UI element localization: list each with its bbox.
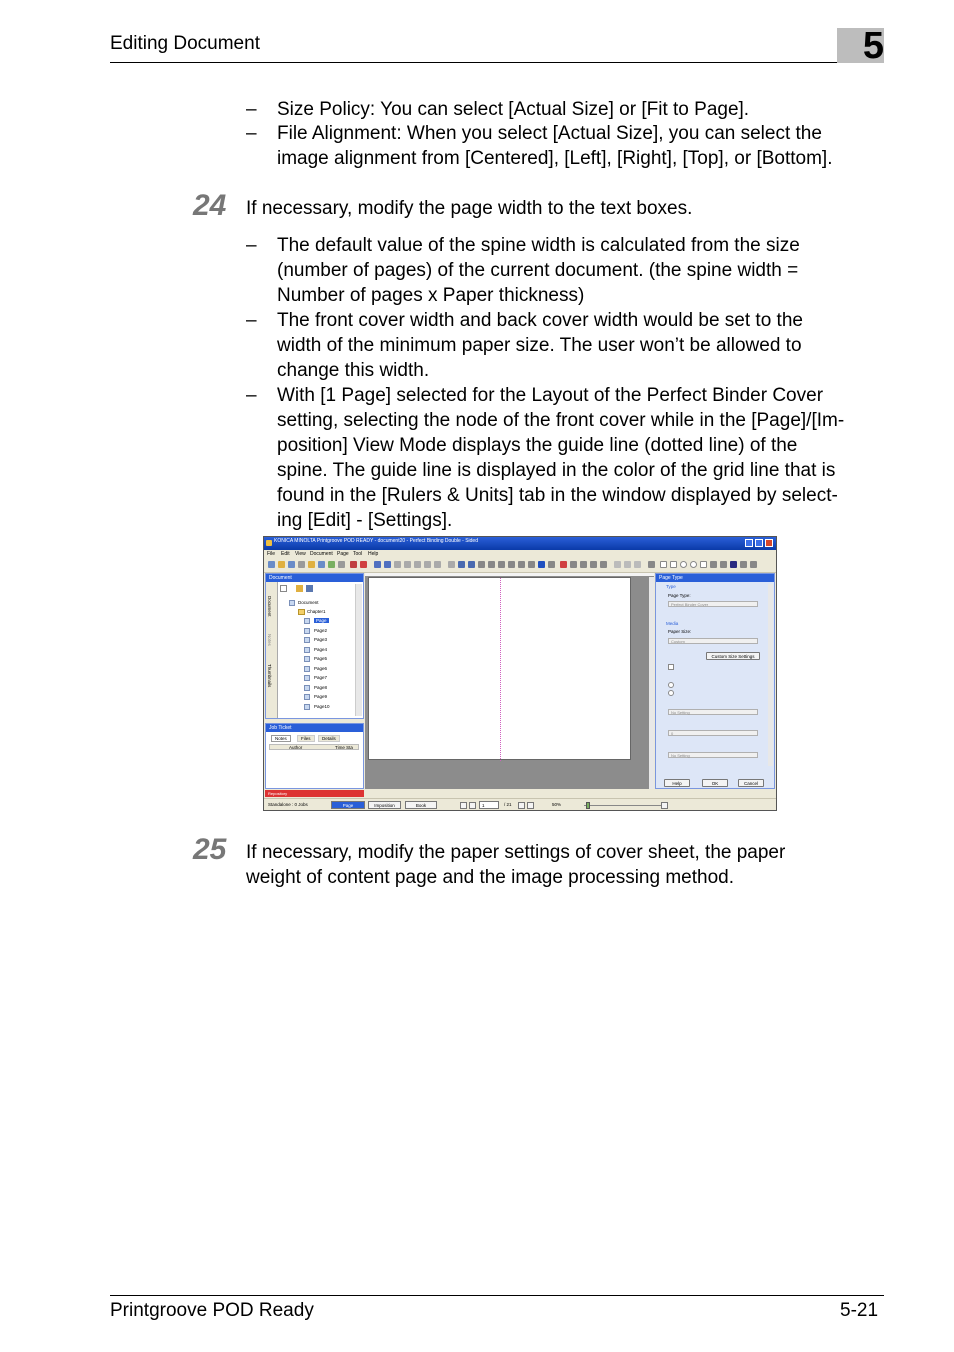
trash-icon[interactable]: [306, 585, 313, 592]
text-icon[interactable]: [730, 561, 737, 568]
document-icon[interactable]: [528, 561, 535, 568]
zoom-slider-track[interactable]: [584, 805, 664, 806]
footer-page-number: 5-21: [840, 1300, 879, 1321]
header-rule: [110, 62, 837, 63]
flip-icon[interactable]: [434, 561, 441, 568]
image-insert-icon[interactable]: [720, 561, 727, 568]
step-number: 25: [193, 833, 227, 866]
cancel-button[interactable]: Cancel: [738, 779, 764, 787]
canvas-vertical-scrollbar[interactable]: [649, 577, 654, 789]
bullet-line: change this width.: [277, 360, 430, 381]
group-media-label: Media: [666, 621, 679, 626]
option-radio[interactable]: [668, 690, 674, 696]
line-icon[interactable]: [700, 561, 707, 568]
spread-icon[interactable]: [508, 561, 515, 568]
arrow-icon[interactable]: [710, 561, 717, 568]
menu-view[interactable]: View: [295, 551, 306, 557]
mode-imposition-button[interactable]: Imposition: [368, 801, 401, 809]
maximize-icon[interactable]: [755, 539, 763, 547]
redo-icon[interactable]: [384, 561, 391, 568]
tree-page-selected[interactable]: Page: [316, 618, 327, 623]
bullet-dash: –: [246, 310, 257, 331]
first-page-icon[interactable]: [460, 802, 467, 809]
column-author[interactable]: Author: [289, 745, 303, 750]
export-icon[interactable]: [328, 561, 335, 568]
stamp-icon[interactable]: [560, 561, 567, 568]
rotate-icon[interactable]: [424, 561, 431, 568]
bullet-line: image alignment from [Centered], [Left], [Right], [Top], or [Bottom].: [277, 148, 833, 169]
eraser-icon[interactable]: [634, 561, 641, 568]
page-preview[interactable]: [368, 577, 631, 760]
paper-size-select[interactable]: Custom: [668, 638, 758, 644]
step-number: 24: [193, 189, 227, 222]
application-screenshot: [263, 536, 777, 811]
delete-icon[interactable]: [350, 561, 357, 568]
page-total: / 21: [504, 802, 512, 807]
tree-page[interactable]: Page5: [314, 656, 328, 661]
open-icon[interactable]: [278, 561, 285, 568]
paper-size-label: Paper Size:: [668, 629, 692, 634]
tree-chapter-label[interactable]: Chapter1: [307, 609, 326, 614]
bullet-line: (number of pages) of the current document. (the spine width =: [277, 260, 799, 281]
chapter-icon[interactable]: [580, 561, 587, 568]
step-text: If necessary, modify the paper settings of cover sheet, the paper: [246, 842, 786, 863]
print-icon[interactable]: [298, 561, 305, 568]
panel-side-tabs: [266, 582, 278, 718]
bullet-line: With [1 Page] selected for the Layout of the Perfect Binder Cover: [277, 385, 824, 406]
ellipse-icon[interactable]: [680, 561, 687, 568]
menu-bar: [264, 550, 776, 559]
repository-bar[interactable]: Repository: [265, 790, 364, 797]
page-icon: [304, 637, 310, 643]
column-time-stamp[interactable]: Time Sta: [335, 745, 353, 750]
group-type-label: Type: [666, 584, 676, 589]
page-icon: [304, 647, 310, 653]
close-icon[interactable]: [765, 539, 773, 547]
job-tab-notes[interactable]: Notes: [271, 735, 291, 742]
tree-page[interactable]: Page9: [314, 694, 328, 699]
brush-icon[interactable]: [624, 561, 631, 568]
folder-icon[interactable]: [308, 561, 315, 568]
page-icon: [304, 628, 310, 634]
bullet-line: File Alignment: When you select [Actual Size], you can select the: [277, 123, 822, 144]
tree-page[interactable]: Page6: [314, 666, 328, 671]
select-icon[interactable]: [448, 561, 455, 568]
page-icon: [304, 704, 310, 710]
spine-guide-line: [500, 578, 501, 761]
crop-icon[interactable]: [740, 561, 747, 568]
tree-page[interactable]: Page10: [314, 704, 330, 709]
help-button[interactable]: Help: [664, 779, 690, 787]
step-text: weight of content page and the image processing method.: [246, 867, 734, 888]
mode-page-button[interactable]: Page: [331, 801, 365, 809]
fit-icon[interactable]: [478, 561, 485, 568]
menu-tool[interactable]: Tool: [353, 551, 363, 557]
properties-icon[interactable]: [338, 561, 345, 568]
footer-product-name: Printgroove POD Ready: [110, 1300, 314, 1321]
job-tab-details[interactable]: Details: [318, 735, 340, 742]
option-radio[interactable]: [668, 682, 674, 688]
bullet-line: found in the [Rulers & Units] tab in the window displayed by select-: [277, 485, 838, 506]
bullet-line: The default value of the spine width is calculated from the size: [277, 235, 800, 256]
page-number-icon[interactable]: [548, 561, 555, 568]
bullet-dash: –: [246, 385, 257, 406]
horizontal-ruler: [365, 573, 654, 576]
setting-select[interactable]: No Setting: [668, 752, 758, 758]
page-icon: [304, 656, 310, 662]
bullet-line: position] View Mode displays the guide line (dotted line) of the: [277, 435, 798, 456]
job-tab-files[interactable]: Files: [297, 735, 315, 742]
app-icon: [266, 540, 272, 546]
image-icon[interactable]: [614, 561, 621, 568]
page-icon: [304, 675, 310, 681]
window-title: KONICA MINOLTA Printgroove POD READY - document20 - Perfect Binding Double - Sided: [274, 538, 478, 544]
chapter-folder-icon: [298, 609, 305, 615]
menu-page[interactable]: Page: [337, 551, 349, 557]
tab-document[interactable]: Document: [267, 596, 272, 617]
bullet-line: setting, selecting the node of the front cover while in the [Page]/[Im-: [277, 410, 845, 431]
save-icon[interactable]: [288, 561, 295, 568]
pen-icon[interactable]: [360, 561, 367, 568]
new-document-icon[interactable]: [280, 585, 287, 592]
mode-book-button[interactable]: Book: [405, 801, 437, 809]
window-titlebar: [264, 537, 776, 550]
tree-page[interactable]: Page2: [314, 628, 328, 633]
footer-rule: [110, 1295, 884, 1296]
zoom-level: 50%: [552, 802, 562, 807]
ok-button[interactable]: OK: [702, 779, 728, 787]
tab-notes[interactable]: Notes: [267, 634, 272, 646]
bullet-line: Number of pages x Paper thickness): [277, 285, 585, 306]
page-type-select[interactable]: Perfect Binder Cover: [668, 601, 758, 607]
binding-icon[interactable]: [600, 561, 607, 568]
menu-edit[interactable]: Edit: [281, 551, 290, 557]
setting-select[interactable]: No Setting: [668, 709, 758, 715]
zoom-in-icon[interactable]: [458, 561, 465, 568]
zoom-slider-thumb[interactable]: [586, 802, 590, 809]
page-type-panel: [655, 573, 775, 789]
tree-page[interactable]: Page4: [314, 647, 328, 652]
undo-icon[interactable]: [374, 561, 381, 568]
menu-help[interactable]: Help: [368, 551, 379, 557]
chapter-number: 5: [862, 25, 884, 67]
running-header-title: Editing Document: [110, 33, 260, 54]
option-checkbox[interactable]: [668, 664, 674, 670]
tree-page[interactable]: Page7: [314, 675, 328, 680]
zoom-in-button[interactable]: [661, 802, 668, 809]
job-ticket-panel: [265, 723, 364, 789]
document-panel: [265, 573, 364, 719]
job-ticket-title: Job Ticket: [266, 724, 363, 732]
document-node-icon: [289, 600, 295, 606]
new-icon[interactable]: [268, 561, 275, 568]
panel-scrollbar[interactable]: [768, 584, 773, 766]
setting-select[interactable]: 0: [668, 730, 758, 736]
prev-page-icon[interactable]: [469, 802, 476, 809]
paste-icon[interactable]: [414, 561, 421, 568]
import-icon[interactable]: [318, 561, 325, 568]
minimize-icon[interactable]: [745, 539, 753, 547]
tab-thumbnails[interactable]: Thumbnails: [267, 664, 272, 688]
scan-icon[interactable]: [648, 561, 655, 568]
next-page-icon[interactable]: [518, 802, 525, 809]
menu-document[interactable]: Document: [310, 551, 333, 557]
layer-icon[interactable]: [750, 561, 757, 568]
page-type-label: Page Type:: [668, 593, 691, 598]
last-page-icon[interactable]: [527, 802, 534, 809]
grid-icon[interactable]: [488, 561, 495, 568]
page-icon: [304, 685, 310, 691]
bold-icon[interactable]: [538, 561, 545, 568]
job-table-header: [269, 744, 359, 750]
bullet-dash: –: [246, 123, 257, 144]
bullet-line: Size Policy: You can select [Actual Size] or [Fit to Page].: [277, 99, 750, 120]
add-folder-icon[interactable]: [296, 585, 303, 592]
bullet-line: width of the minimum paper size. The user won’t be allowed to: [277, 335, 802, 356]
bullet-dash: –: [246, 99, 257, 120]
pointer-icon[interactable]: [660, 561, 667, 568]
page-type-panel-title: Page Type: [656, 574, 774, 582]
bullet-line: spine. The guide line is displayed in the color of the grid line that is: [277, 460, 836, 481]
rectangle-icon[interactable]: [670, 561, 677, 568]
tree-page[interactable]: Page8: [314, 685, 328, 690]
page-number-input[interactable]: 1: [479, 801, 499, 809]
page-icon: [304, 618, 310, 624]
insert-icon[interactable]: [518, 561, 525, 568]
toolbar: [264, 559, 776, 573]
bullet-dash: –: [246, 235, 257, 256]
page-icon: [304, 666, 310, 672]
page-icon: [304, 694, 310, 700]
page-icon[interactable]: [498, 561, 505, 568]
menu-file[interactable]: File: [267, 551, 276, 557]
tab-icon[interactable]: [570, 561, 577, 568]
cut-icon[interactable]: [394, 561, 401, 568]
circle-icon[interactable]: [690, 561, 697, 568]
tree-page[interactable]: Page3: [314, 637, 328, 642]
cover-icon[interactable]: [590, 561, 597, 568]
document-panel-title: Document: [266, 574, 363, 582]
zoom-out-icon[interactable]: [468, 561, 475, 568]
tree-root-label[interactable]: Document: [298, 600, 319, 605]
jobs-status: Standalone : 0 Jobs: [268, 802, 308, 807]
bullet-line: ing [Edit] - [Settings].: [277, 510, 453, 531]
bullet-line: The front cover width and back cover width would be set to the: [277, 310, 803, 331]
status-bar: [264, 798, 776, 811]
custom-size-settings-button[interactable]: Custom Size Settings: [706, 652, 760, 660]
copy-icon[interactable]: [404, 561, 411, 568]
step-text: If necessary, modify the page width to the text boxes.: [246, 198, 693, 219]
tree-scrollbar[interactable]: [355, 584, 362, 716]
